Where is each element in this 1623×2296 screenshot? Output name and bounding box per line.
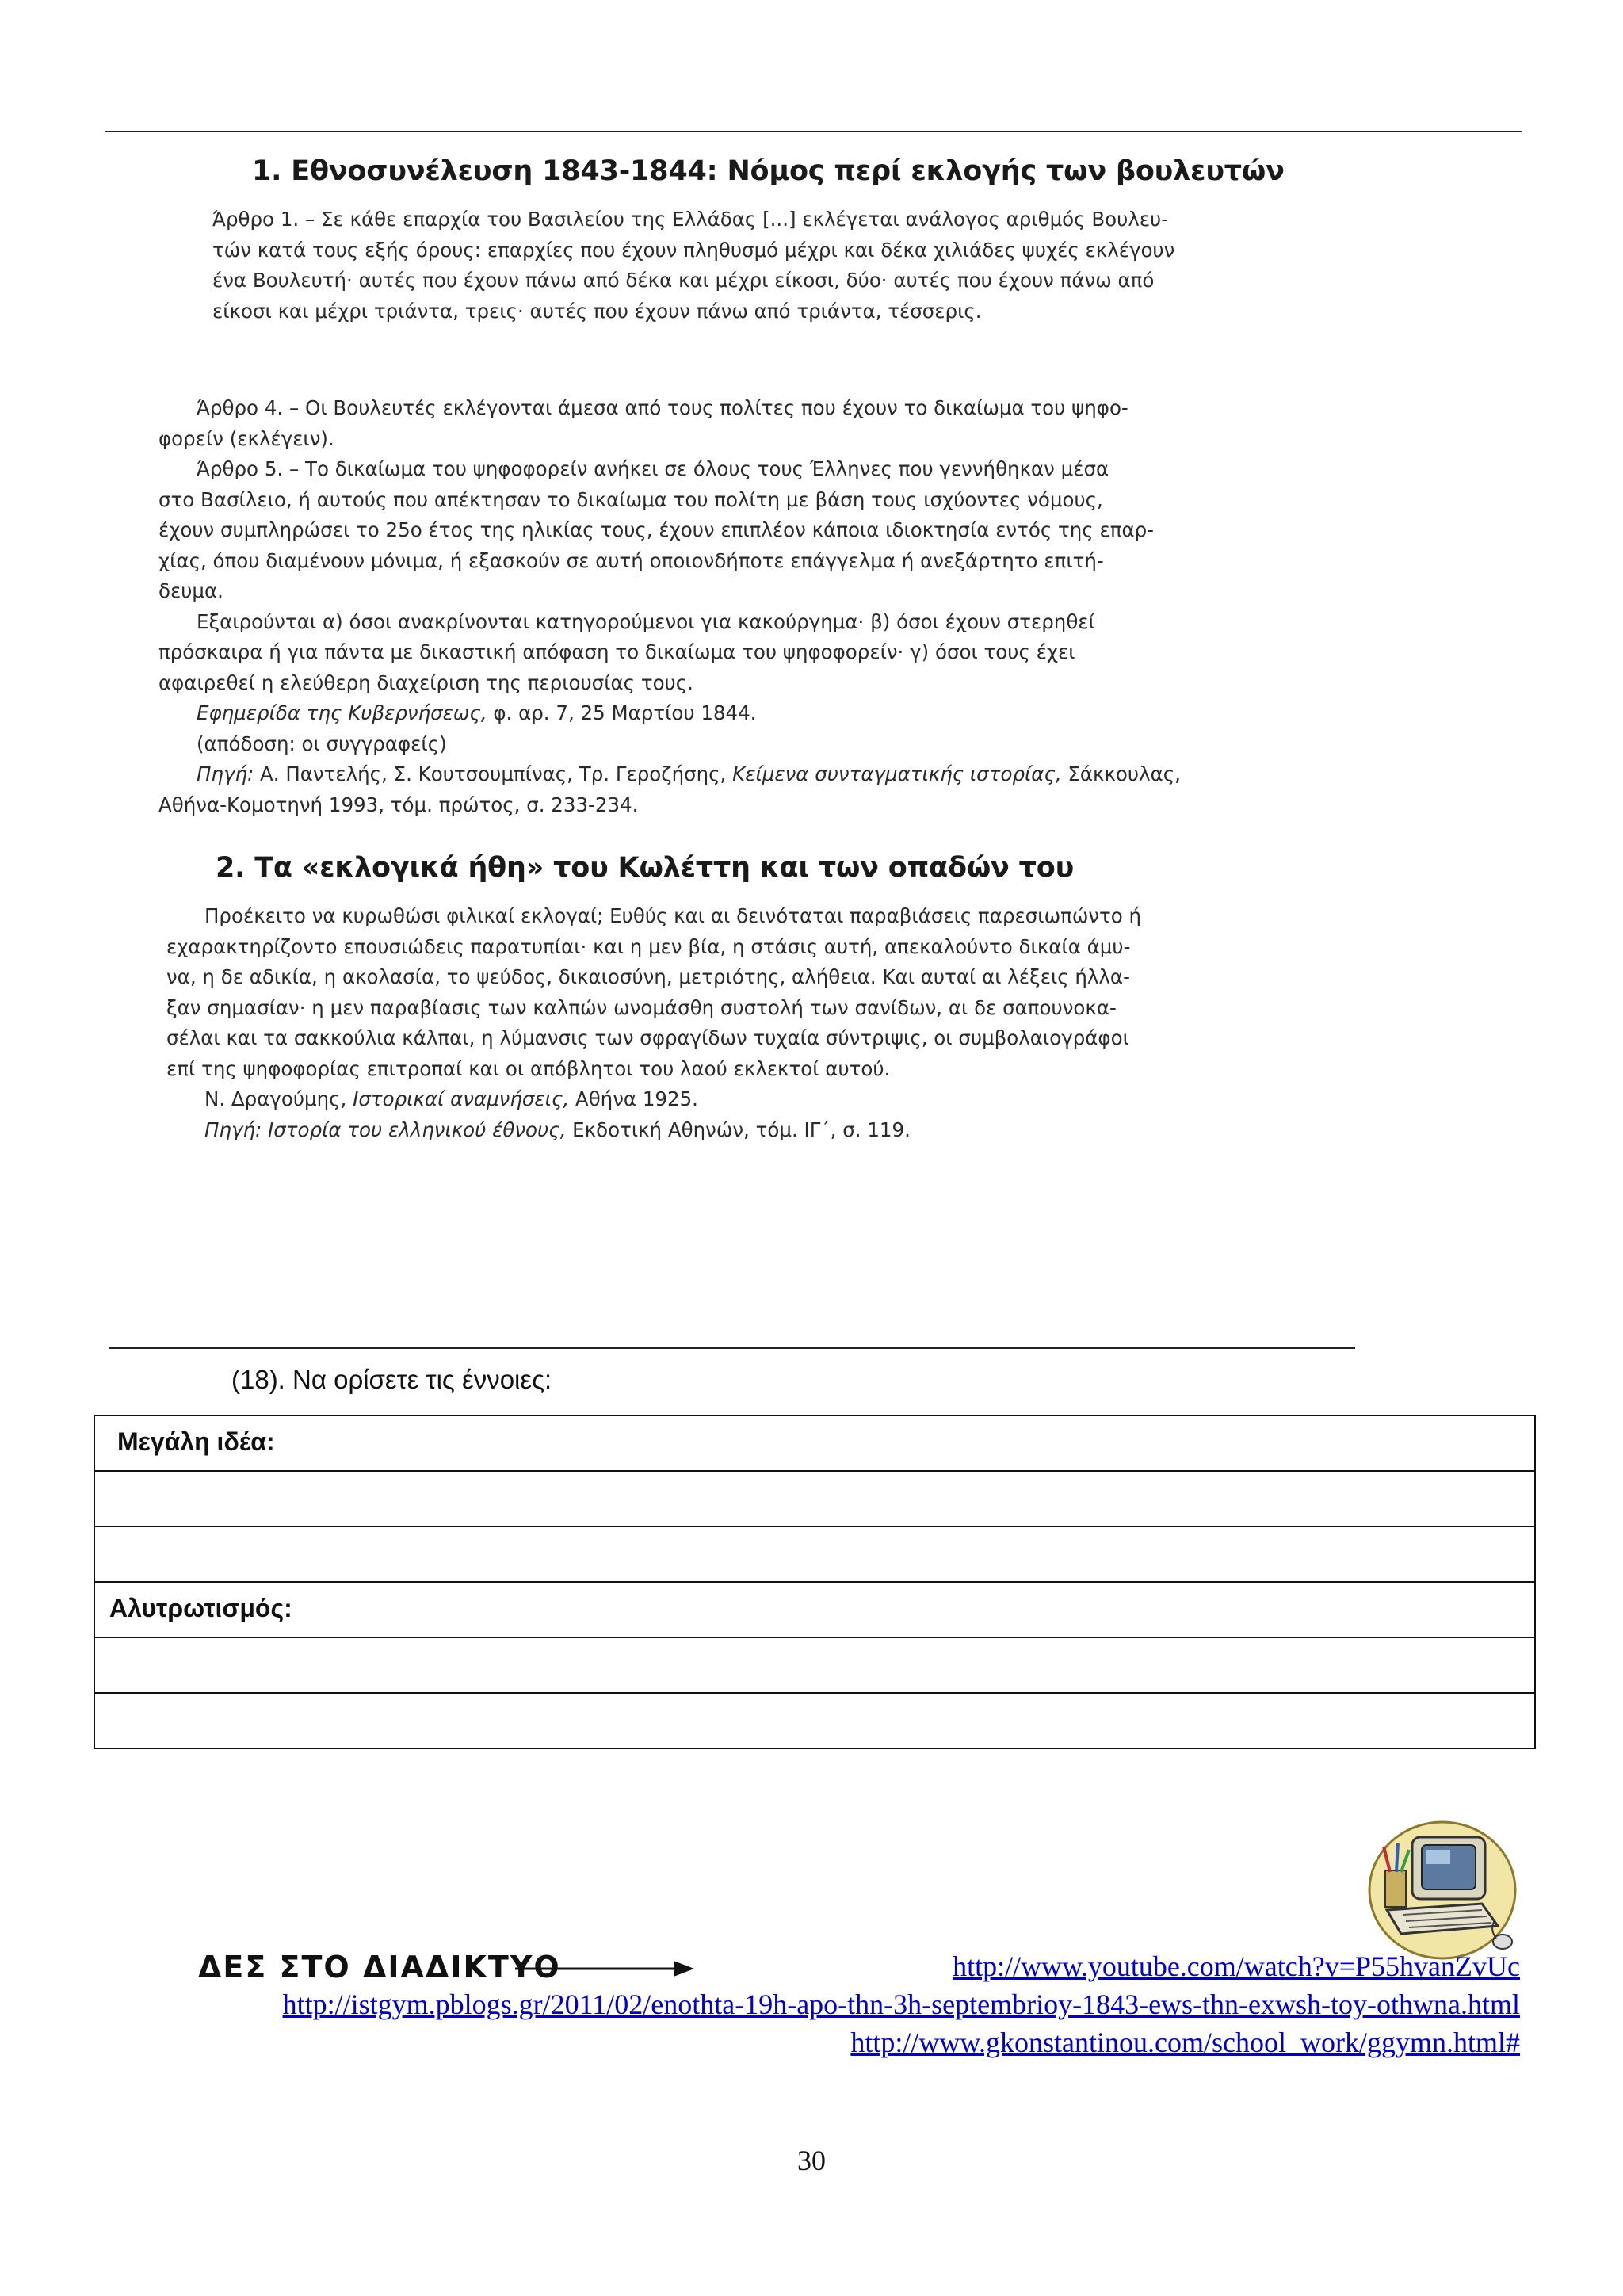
source-book: Κείμενα συνταγματικής ιστορίας, — [732, 762, 1062, 785]
work-details: Αθήνα 1925. — [569, 1087, 698, 1110]
source-translation: (απόδοση: οι συγγραφείς) — [197, 732, 447, 755]
table-row — [94, 1637, 1535, 1693]
source-citation-cont: Αθήνα-Κομοτηνή 1993, τόμ. πρώτος, σ. 233-234. — [158, 793, 639, 816]
text-line: είκοσι και μέχρι τριάντα, τρεις· αυτές που έχουν πάνω από τριάντα, τέσσερις. — [212, 299, 982, 323]
table-row — [94, 1526, 1535, 1582]
text-line: να, η δε αδικία, η ακολασία, το ψεύδος, δικαιοσύνη, μετριότης, αλήθεια. Και αυταί αι λέξεις ήλλα- — [166, 965, 1130, 988]
section1-articles-4-5 — [158, 393, 1205, 820]
term-great-idea: Μεγάλη ιδέα: — [94, 1415, 1535, 1471]
table-row — [94, 1582, 1535, 1637]
section1-article1 — [212, 204, 1243, 327]
text-line: Άρθρο 1. – Σε κάθε επαρχία του Βασιλείου της Ελλάδας [...] εκλέγεται ανάλογος αριθμός Βουλευ- — [212, 208, 1169, 231]
text-line: Άρθρο 4. – Οι Βουλευτές εκλέγονται άμεσα από τους πολίτες που έχουν το δικαίωμα του ψηφο- — [197, 396, 1128, 419]
source-book: Ιστορία του ελληνικού έθνους, — [262, 1117, 567, 1141]
author-name: Ν. Δραγούμης, — [204, 1087, 353, 1110]
source-details: Εκδοτική Αθηνών, τόμ. ΙΓ΄, σ. 119. — [566, 1117, 911, 1141]
term-irredentism: Αλυτρωτισμός: — [94, 1582, 1535, 1637]
link-gkonstantinou[interactable]: http://www.gkonstantinou.com/school_work/ggymn.html# — [850, 2027, 1520, 2058]
question-text: (18). Να ορίσετε τις έννοιες: — [231, 1365, 552, 1394]
table-row — [94, 1693, 1535, 1748]
text-line: σέλαι και τα σακκούλια κάλπαι, η λύμανσις των σφραγίδων τυχαία σύντριψις, οι συμβολαιογράφοι — [166, 1026, 1129, 1049]
text-line: στο Βασίλειο, ή αυτούς που απέκτησαν το δικαίωμα του πολίτη με βάση τους ισχύοντες νόμους, — [158, 487, 1103, 511]
page-number: 30 — [797, 2145, 826, 2176]
source-label: Πηγή: — [204, 1117, 262, 1141]
text-line: χίας, όπου διαμένουν μόνιμα, ή εξασκούν σε αυτή οποιονδήποτε επάγγελμα ή ανεξάρτητο επιτή- — [158, 548, 1104, 572]
text-line: φορείν (εκλέγειν). — [158, 426, 334, 450]
answer-line[interactable] — [94, 1637, 1535, 1693]
text-line: επί της ψηφοφορίας επιτροπαί και οι απόβλητοι του λαού εκλεκτοί αυτού. — [166, 1056, 891, 1080]
text-line: ένα Βουλευτή· αυτές που έχουν πάνω από δέκα και μέχρι είκοσι, δύο· αυτές που έχουν πάνω από — [212, 269, 1155, 292]
computer-clipart-icon — [1363, 1815, 1522, 1966]
link-istgym[interactable]: http://istgym.pblogs.gr/2011/02/enothta-19h-apo-thn-3h-septembrioy-1843-ews-thn-exwsh-toy-othwna.html — [282, 1988, 1520, 2020]
journal-title: Εφημερίδα της Κυβερνήσεως, — [197, 701, 487, 724]
section2-title: 2. Τα «εκλογικά ήθη» του Κωλέττη και των οπαδών του — [216, 852, 1075, 884]
text-line: ξαν σημασίαν· η μεν παραβίασις των καλπών ωνομάσθη συστολή των σανίδων, αι δε σαπουνοκα- — [166, 995, 1117, 1019]
text-line: τών κατά τους εξής όρους: επαρχίες που έχουν πληθυσμό μέχρι και δέκα χιλιάδες ψυχές εκλέγουν — [212, 238, 1175, 262]
journal-details: φ. αρ. 7, 25 Μαρτίου 1844. — [487, 701, 757, 724]
link-youtube[interactable]: http://www.youtube.com/watch?v=P55hvanZvUc — [953, 1950, 1520, 1982]
source-citation — [158, 759, 1205, 790]
work-title: Ιστορικαί αναμνήσεις, — [353, 1087, 570, 1110]
text-line: πρόσκαιρα ή για πάντα με δικαστική απόφαση το δικαίωμα του ψηφοφορείν· γ) όσοι τους έχει — [158, 640, 1075, 663]
source-label: Πηγή: — [197, 762, 254, 785]
text-line: Άρθρο 5. – Το δικαίωμα του ψηφοφορείν ανήκει σε όλους τους Έλληνες που γεννήθηκαν μέσα — [197, 457, 1109, 480]
answer-line[interactable] — [94, 1471, 1535, 1526]
top-rule — [105, 131, 1522, 132]
text-line: Προέκειτο να κυρωθώσι φιλικαί εκλογαί; Ευθύς και αι δεινόταται παραβιάσεις παρεσιωπώντο ή — [204, 904, 1142, 927]
answer-line[interactable] — [94, 1693, 1535, 1748]
source-citation — [166, 1115, 1220, 1146]
text-line: εχαρακτηρίζοντο επουσιώδεις παρατυπίαι· και η μεν βία, η στάσις αυτή, απεκαλούντο δικαία άμυ- — [166, 934, 1131, 958]
text-line: έχουν συμπληρώσει το 25ο έτος της ηλικίας τους, έχουν επιπλέον κάποια ιδιοκτησία εντός της επαρ- — [158, 518, 1155, 541]
text-line: Εξαιρούνται α) όσοι ανακρίνονται κατηγορούμενοι για κακούργημα· β) όσοι έχουν στερηθεί — [197, 609, 1095, 633]
section1-title: 1. Εθνοσυνέλευση 1843-1844: Νόμος περί εκλογής των βουλευτών — [252, 155, 1285, 187]
source-authors: Α. Παντελής, Σ. Κουτσουμπίνας, Τρ. Γεροζήσης, — [254, 762, 733, 785]
arrow-right-icon — [515, 1953, 697, 1985]
source-publisher: Σάκκουλας, — [1061, 762, 1181, 785]
source-author — [166, 1084, 1220, 1115]
answer-line[interactable] — [94, 1526, 1535, 1582]
table-row — [94, 1415, 1535, 1471]
table-row — [94, 1471, 1535, 1526]
text-line: δευμα. — [158, 579, 223, 602]
text-line: αφαιρεθεί η ελεύθερη διαχείριση της περιουσίας τους. — [158, 670, 693, 694]
scan-bottom-rule — [109, 1347, 1355, 1349]
source-journal — [158, 698, 1205, 729]
definitions-table — [94, 1415, 1536, 1749]
web-label: ΔΕΣ ΣΤΟ ΔΙΑΔΙΚΤΥΟ — [198, 1950, 561, 1985]
section2-body — [166, 901, 1220, 1145]
